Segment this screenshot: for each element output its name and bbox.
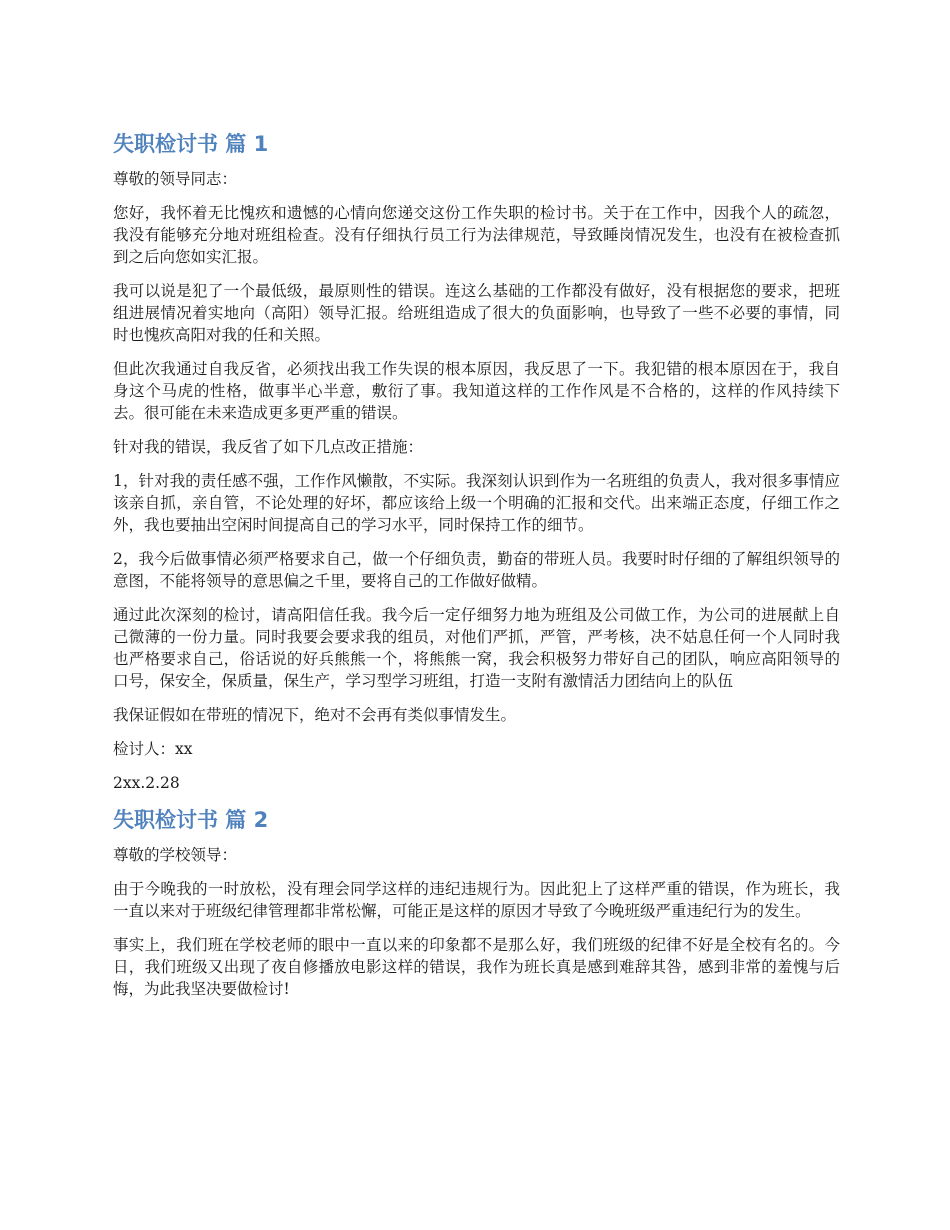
section-1-heading: 失职检讨书 篇 1 bbox=[113, 132, 269, 156]
section-1-paragraph: 1，针对我的责任感不强，工作作风懒散，不实际。我深刻认识到作为一名班组的负责人，我对很多事情应该亲自抓，亲自管，不论处理的好坏，都应该给上级一个明确的汇报和交代。出来端正态度，仔细工作之外，我也要抽出空闲时间提高自己的学习水平，同时保持工作的细节。 bbox=[113, 472, 840, 534]
section-2-heading: 失职检讨书 篇 2 bbox=[113, 808, 269, 832]
section-1-paragraph: 但此次我通过自我反省，必须找出我工作失误的根本原因，我反思了一下。我犯错的根本原因在于，我自身这个马虎的性格，做事半心半意，敷衍了事。我知道这样的工作作风是不合格的，这样的作风持续下去。很可能在未来造成更多更严重的错误。 bbox=[113, 360, 840, 422]
section-1-date: 2xx.2.28 bbox=[113, 774, 180, 792]
section-2-paragraph: 由于今晚我的一时放松，没有理会同学这样的违纪违规行为。因此犯上了这样严重的错误，作为班长，我一直以来对于班级纪律管理都非常松懈，可能正是这样的原因才导致了今晚班级严重违纪行为的发生。 bbox=[113, 880, 840, 920]
section-1-paragraph: 2，我今后做事情必须严格要求自己，做一个仔细负责，勤奋的带班人员。我要时时仔细的了解组织领导的意图，不能将领导的意思偏之千里，要将自己的工作做好做精。 bbox=[113, 550, 840, 590]
section-2-salutation: 尊敬的学校领导： bbox=[113, 846, 238, 864]
section-1-paragraph: 我可以说是犯了一个最低级，最原则性的错误。连这么基础的工作都没有做好，没有根据您的要求，把班组进展情况着实地向（高阳）领导汇报。给班组造成了很大的负面影响，也导致了一些不必要的事情，同时也愧疚高阳对我的任和关照。 bbox=[113, 282, 840, 344]
section-1-salutation: 尊敬的领导同志： bbox=[113, 170, 238, 188]
section-1-paragraph: 针对我的错误，我反省了如下几点改正措施： bbox=[113, 438, 424, 456]
section-2-paragraph: 事实上，我们班在学校老师的眼中一直以来的印象都不是那么好，我们班级的纪律不好是全校有名的。今日，我们班级又出现了夜自修播放电影这样的错误，我作为班长真是感到难辞其咎，感到非常的羞愧与后悔，为此我坚决要做检讨! bbox=[113, 936, 840, 998]
section-1-paragraph: 我保证假如在带班的情况下，绝对不会再有类似事情发生。 bbox=[113, 706, 517, 724]
document-page bbox=[113, 128, 840, 1000]
section-1-paragraph: 通过此次深刻的检讨，请高阳信任我。我今后一定仔细努力地为班组及公司做工作，为公司的进展献上自己微薄的一份力量。同时我要会要求我的组员，对他们严抓，严管，严考核，决不姑息任何一个人同时我也严格要求自己，俗话说的好兵熊熊一个，将熊熊一窝，我会积极努力带好自己的团队，响应高阳领导的口号，保安全，保质量，保生产，学习型学习班组，打造一支附有激情活力团结向上的队伍 bbox=[113, 606, 840, 690]
section-1-paragraph: 您好，我怀着无比愧疚和遗憾的心情向您递交这份工作失职的检讨书。关于在工作中，因我个人的疏忽，我没有能够充分地对班组检查。没有仔细执行员工行为法律规范，导致睡岗情况发生，也没有在被检查抓到之后向您如实汇报。 bbox=[113, 204, 840, 266]
section-1-signature: 检讨人：xx bbox=[113, 740, 193, 758]
